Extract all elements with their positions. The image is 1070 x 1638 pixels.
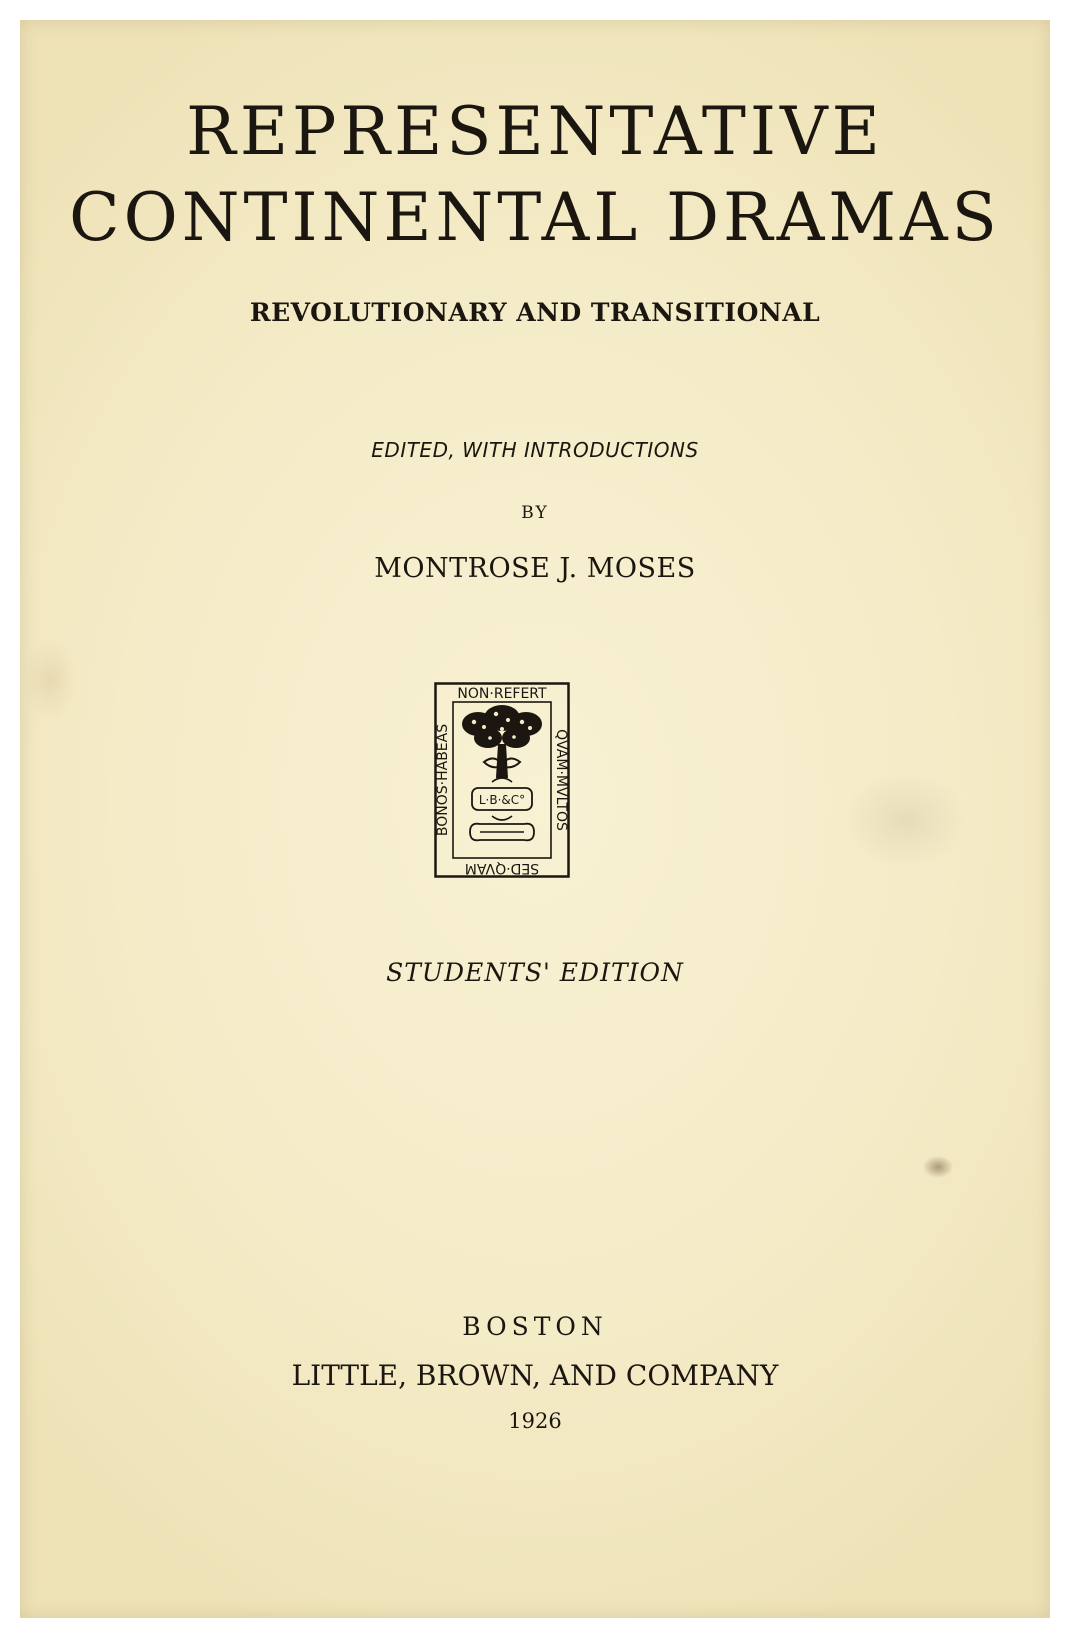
book-title-line-1: REPRESENTATIVE xyxy=(186,93,884,170)
emblem-text-bottom: SED·QVAM xyxy=(464,860,540,876)
paper-stain xyxy=(923,1156,953,1178)
emblem-text-left: BONOS·HABEAS xyxy=(435,723,451,837)
author-name: MONTROSE J. MOSES xyxy=(374,553,696,584)
imprint-city: BOSTON xyxy=(462,1312,608,1341)
emblem-monogram: L·B·&C° xyxy=(478,793,526,807)
publisher-device-emblem-icon xyxy=(434,682,570,878)
imprint-publisher: LITTLE, BROWN, AND COMPANY xyxy=(291,1359,779,1392)
book-title-line-2: CONTINENTAL DRAMAS xyxy=(69,179,1001,256)
title-page xyxy=(20,20,1050,1618)
book-subtitle: REVOLUTIONARY AND TRANSITIONAL xyxy=(249,298,821,327)
by-line: BY xyxy=(521,503,549,523)
edition-label: STUDENTS' EDITION xyxy=(386,958,684,987)
emblem-text-right: QVAM·MVLTOS xyxy=(553,729,569,831)
imprint-year: 1926 xyxy=(508,1409,562,1433)
emblem-text-top: NON·REFERT xyxy=(457,686,547,702)
edited-with-introductions: EDITED, WITH INTRODUCTIONS xyxy=(371,438,699,462)
